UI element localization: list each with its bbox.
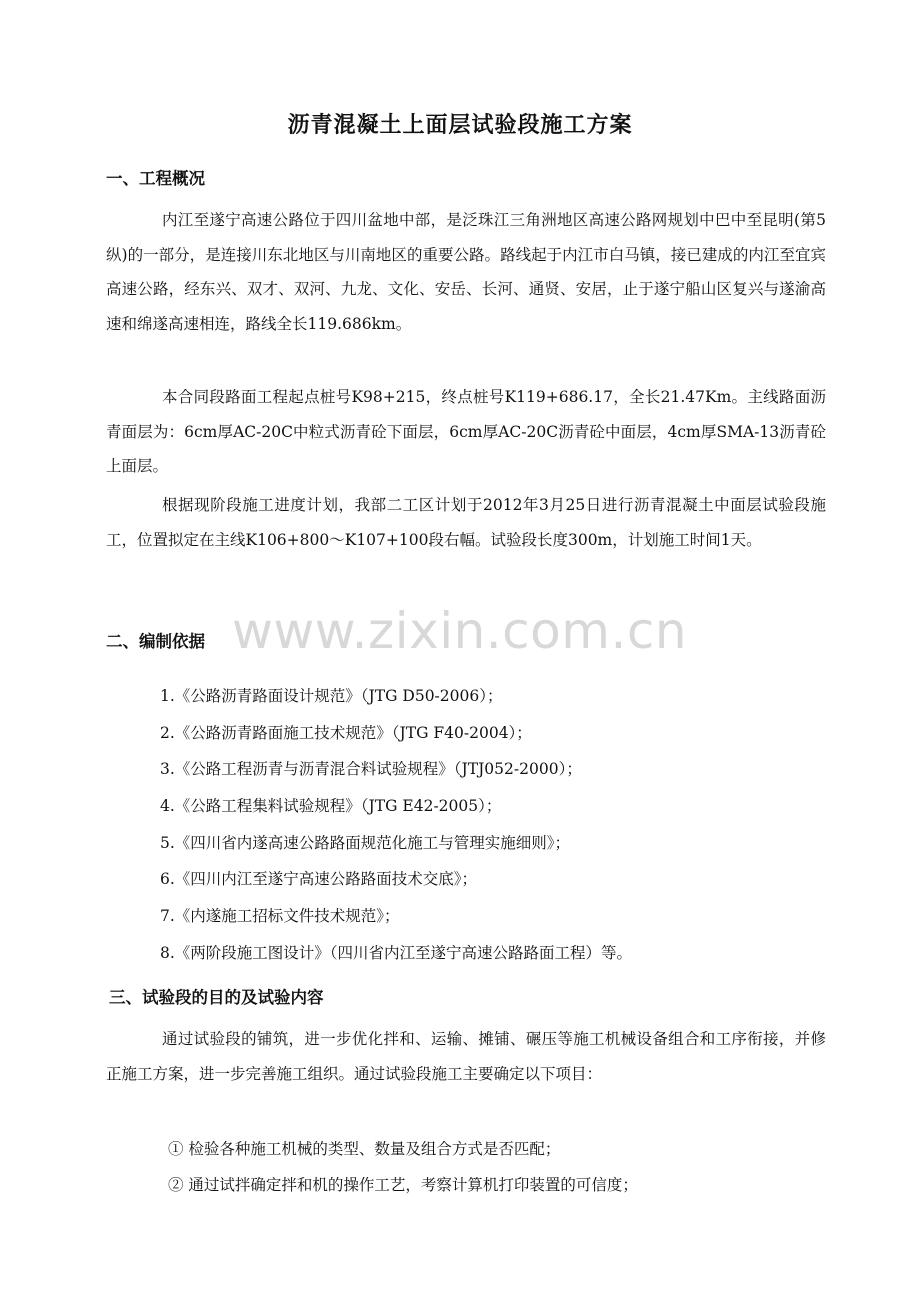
list-item: 3.《公路工程沥青与沥青混合料试验规程》（JTJ052-2000）； (160, 760, 582, 779)
list-item: 5.《四川省内遂高速公路路面规范化施工与管理实施细则》； (160, 833, 571, 852)
list-item: 6.《四川内江至遂宁高速公路路面技术交底》； (160, 870, 478, 889)
list-item: 7.《内遂施工招标文件技术规范》； (160, 907, 400, 926)
list-item: 2.《公路沥青路面施工技术规范》（JTG F40-2004）； (160, 723, 532, 742)
section-heading-basis: 二、编制依据 (106, 632, 205, 651)
list-item: 1.《公路沥青路面设计规范》（JTG D50-2006）； (160, 687, 503, 705)
section-heading-overview: 一、工程概况 (106, 169, 205, 188)
list-item: ① 检验各种施工机械的类型、数量及组合方式是否匹配； (168, 1140, 561, 1158)
overview-paragraph-1: 内江至遂宁高速公路位于四川盆地中部，是泛珠江三角洲地区高速公路网规划中巴中至昆明(第5纵)的一部分，是连接川东北地区与川南地区的重要公路。路线起于内江市白马镇，接已建成的内江至宜宾高速公路，经东兴、双才、双河、九龙、文化、安岳、长河、通贤、安居，止于遂宁船山区复兴与遂渝高速和绵遂高速相连，路线全长119.686km。 (106, 211, 826, 333)
list-item: 8.《两阶段施工图设计》（四川省内江至遂宁高速公路路面工程）等。 (160, 943, 633, 962)
purpose-paragraph: 通过试验段的铺筑，进一步优化拌和、运输、摊铺、碾压等施工机械设备组合和工序衔接，并修正施工方案，进一步完善施工组织。通过试验段施工主要确定以下项目： (106, 1030, 826, 1083)
watermark: www.zixin.com.cn (232, 602, 688, 660)
list-item: ② 通过试拌确定拌和机的操作工艺，考察计算机打印装置的可信度； (168, 1176, 638, 1194)
document-title: 沥青混凝土上面层试验段施工方案 (287, 113, 633, 138)
section-heading-purpose: 三、试验段的目的及试验内容 (109, 988, 324, 1007)
list-item: 4.《公路工程集料试验规程》（JTG E42-2005）； (160, 797, 502, 816)
purpose-list (168, 1131, 638, 1203)
overview-paragraph-3: 根据现阶段施工进度计划，我部二工区计划于2012年3月25日进行沥青混凝土中面层试验段施工，位置拟定在主线K106+800～K107+100段右幅。试验段长度300m，计划施工时间1天。 (106, 496, 826, 549)
overview-paragraph-2: 本合同段路面工程起点桩号K98+215，终点桩号K119+686.17，全长21.47Km。主线路面沥青面层为：6cm厚AC-20C中粒式沥青砼下面层，6cm厚AC-20C沥青砼中面层，4cm厚SMA-13沥青砼上面层。 (106, 388, 826, 475)
basis-list (160, 678, 632, 972)
